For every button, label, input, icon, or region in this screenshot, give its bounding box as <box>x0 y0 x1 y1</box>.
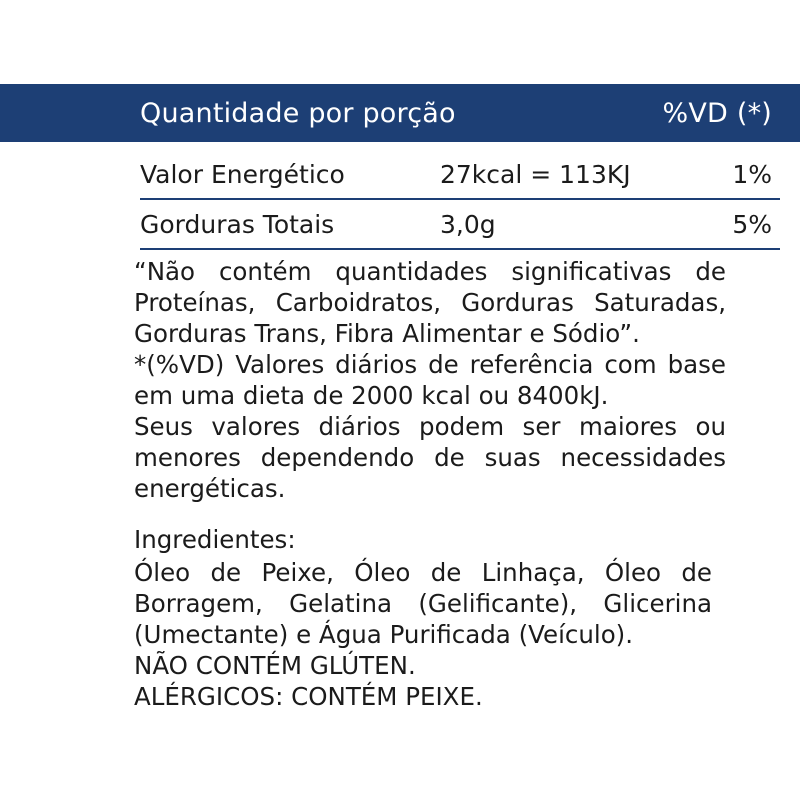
nutrient-name: Gorduras Totais <box>140 209 335 239</box>
nutrient-vd: 1% <box>732 159 772 189</box>
header-vd-label: %VD (*) <box>662 97 772 129</box>
nutrient-value: 27kcal = 113KJ <box>440 159 631 189</box>
claim-no-significant-amounts: “Não contém quantidades significativas de Proteínas, Carboidratos, Gorduras Saturadas, Gorduras Trans, Fibra Alimentar e Sódio”. <box>134 257 726 348</box>
nutrient-name: Valor Energético <box>140 159 345 189</box>
nutrient-vd: 5% <box>732 209 772 239</box>
notices-block <box>134 650 734 712</box>
nutrition-table <box>140 150 780 250</box>
ingredients-list <box>134 557 712 650</box>
table-row <box>140 200 780 250</box>
claim-daily-values-vary: Seus valores diários podem ser maiores ou menores dependendo de suas necessidades energéticas. <box>134 412 726 503</box>
gluten-notice: NÃO CONTÉM GLÚTEN. <box>134 651 416 680</box>
ingredients-text: Óleo de Peixe, Óleo de Linhaça, Óleo de Borragem, Gelatina (Gelificante), Glicerina (Umectante) e Água Purificada (Veículo). <box>134 558 712 649</box>
ingredients-title: Ingredientes: <box>134 525 296 554</box>
claims-block <box>134 256 726 504</box>
table-row <box>140 150 780 200</box>
nutrient-value: 3,0g <box>440 209 496 239</box>
allergen-notice: ALÉRGICOS: CONTÉM PEIXE. <box>134 682 483 711</box>
header-quantity-label: Quantidade por porção <box>140 97 456 129</box>
claim-daily-values-basis: *(%VD) Valores diários de referência com base em uma dieta de 2000 kcal ou 8400kJ. <box>134 350 726 410</box>
nutrition-table-header <box>140 84 780 142</box>
